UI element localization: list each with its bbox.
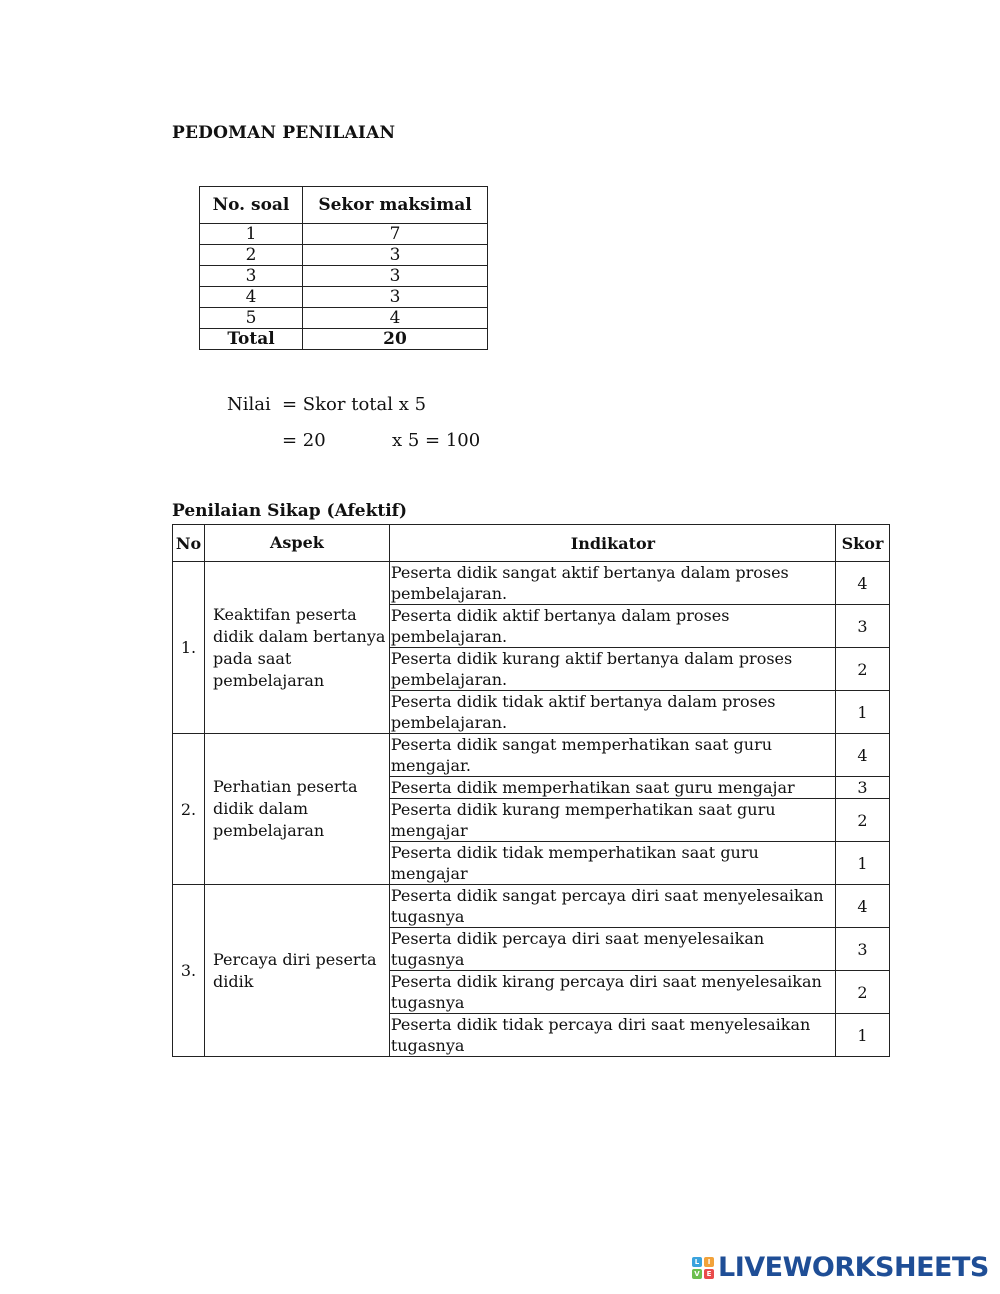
cell-sekor-maksimal: 7 [303,224,488,245]
cell-skor: 4 [836,734,890,777]
max-score-table [199,186,488,350]
logo-tile: E [704,1269,714,1279]
cell-indikator: Peserta didik sangat percaya diri saat menyelesaikan tugasnya [389,885,835,928]
header-no: No [173,525,205,562]
header-sekor-maksimal: Sekor maksimal [303,187,488,224]
cell-no-soal: 3 [200,266,303,287]
cell-indikator: Peserta didik tidak memperhatikan saat guru mengajar [389,842,835,885]
cell-sekor-maksimal: 3 [303,287,488,308]
cell-skor: 2 [836,799,890,842]
table-row [173,562,890,605]
header-indikator: Indikator [389,525,835,562]
cell-no-soal: 4 [200,287,303,308]
cell-indikator: Peserta didik kirang percaya diri saat menyelesaikan tugasnya [389,971,835,1014]
cell-indikator: Peserta didik kurang memperhatikan saat guru mengajar [389,799,835,842]
formula-line-1: = Skor total x 5 [282,394,427,415]
table-row [173,734,890,777]
cell-aspek: Keaktifan peserta didik dalam bertanya pada saat pembelajaran [204,562,389,734]
formula-label: Nilai [227,394,271,415]
cell-indikator: Peserta didik kurang aktif bertanya dalam proses pembelajaran. [389,648,835,691]
table-header-row [200,187,488,224]
total-label: Total [200,329,303,350]
logo-tile: V [692,1269,702,1279]
cell-aspek: Percaya diri peserta didik [204,885,389,1057]
table-row [200,266,488,287]
cell-no: 1. [173,562,205,734]
table-row [200,245,488,266]
cell-indikator: Peserta didik percaya diri saat menyelesaikan tugasnya [389,928,835,971]
total-row [200,329,488,350]
cell-aspek: Perhatian peserta didik dalam pembelajaran [204,734,389,885]
cell-no-soal: 5 [200,308,303,329]
total-value: 20 [303,329,488,350]
cell-indikator: Peserta didik aktif bertanya dalam proses pembelajaran. [389,605,835,648]
cell-no-soal: 2 [200,245,303,266]
cell-indikator: Peserta didik tidak aktif bertanya dalam proses pembelajaran. [389,691,835,734]
cell-indikator: Peserta didik memperhatikan saat guru mengajar [389,777,835,799]
cell-no-soal: 1 [200,224,303,245]
cell-no: 2. [173,734,205,885]
cell-skor: 2 [836,971,890,1014]
brand-name: LIVEWORKSHEETS [718,1252,989,1283]
cell-skor: 4 [836,885,890,928]
cell-sekor-maksimal: 3 [303,245,488,266]
formula-line-2-left: = 20 [282,430,326,451]
cell-skor: 1 [836,691,890,734]
table-row [173,885,890,928]
header-skor: Skor [836,525,890,562]
cell-indikator: Peserta didik sangat memperhatikan saat guru mengajar. [389,734,835,777]
cell-sekor-maksimal: 4 [303,308,488,329]
cell-skor: 1 [836,842,890,885]
liveworksheets-logo [692,1252,989,1283]
table-row [200,224,488,245]
table-row [200,308,488,329]
cell-skor: 3 [836,605,890,648]
header-no-soal: No. soal [200,187,303,224]
attitude-assessment-table [172,524,890,1057]
page-title: PEDOMAN PENILAIAN [172,123,396,143]
logo-tile: L [692,1257,702,1267]
attitude-section-title: Penilaian Sikap (Afektif) [172,501,408,521]
cell-no: 3. [173,885,205,1057]
cell-indikator: Peserta didik sangat aktif bertanya dalam proses pembelajaran. [389,562,835,605]
table-row [200,287,488,308]
liveworksheets-logo-icon [692,1257,714,1279]
table-header-row [173,525,890,562]
cell-sekor-maksimal: 3 [303,266,488,287]
cell-indikator: Peserta didik tidak percaya diri saat menyelesaikan tugasnya [389,1014,835,1057]
cell-skor: 4 [836,562,890,605]
cell-skor: 3 [836,777,890,799]
cell-skor: 3 [836,928,890,971]
header-aspek: Aspek [204,525,389,562]
cell-skor: 2 [836,648,890,691]
logo-tile: I [704,1257,714,1267]
cell-skor: 1 [836,1014,890,1057]
formula-line-2-right: x 5 = 100 [392,430,481,451]
